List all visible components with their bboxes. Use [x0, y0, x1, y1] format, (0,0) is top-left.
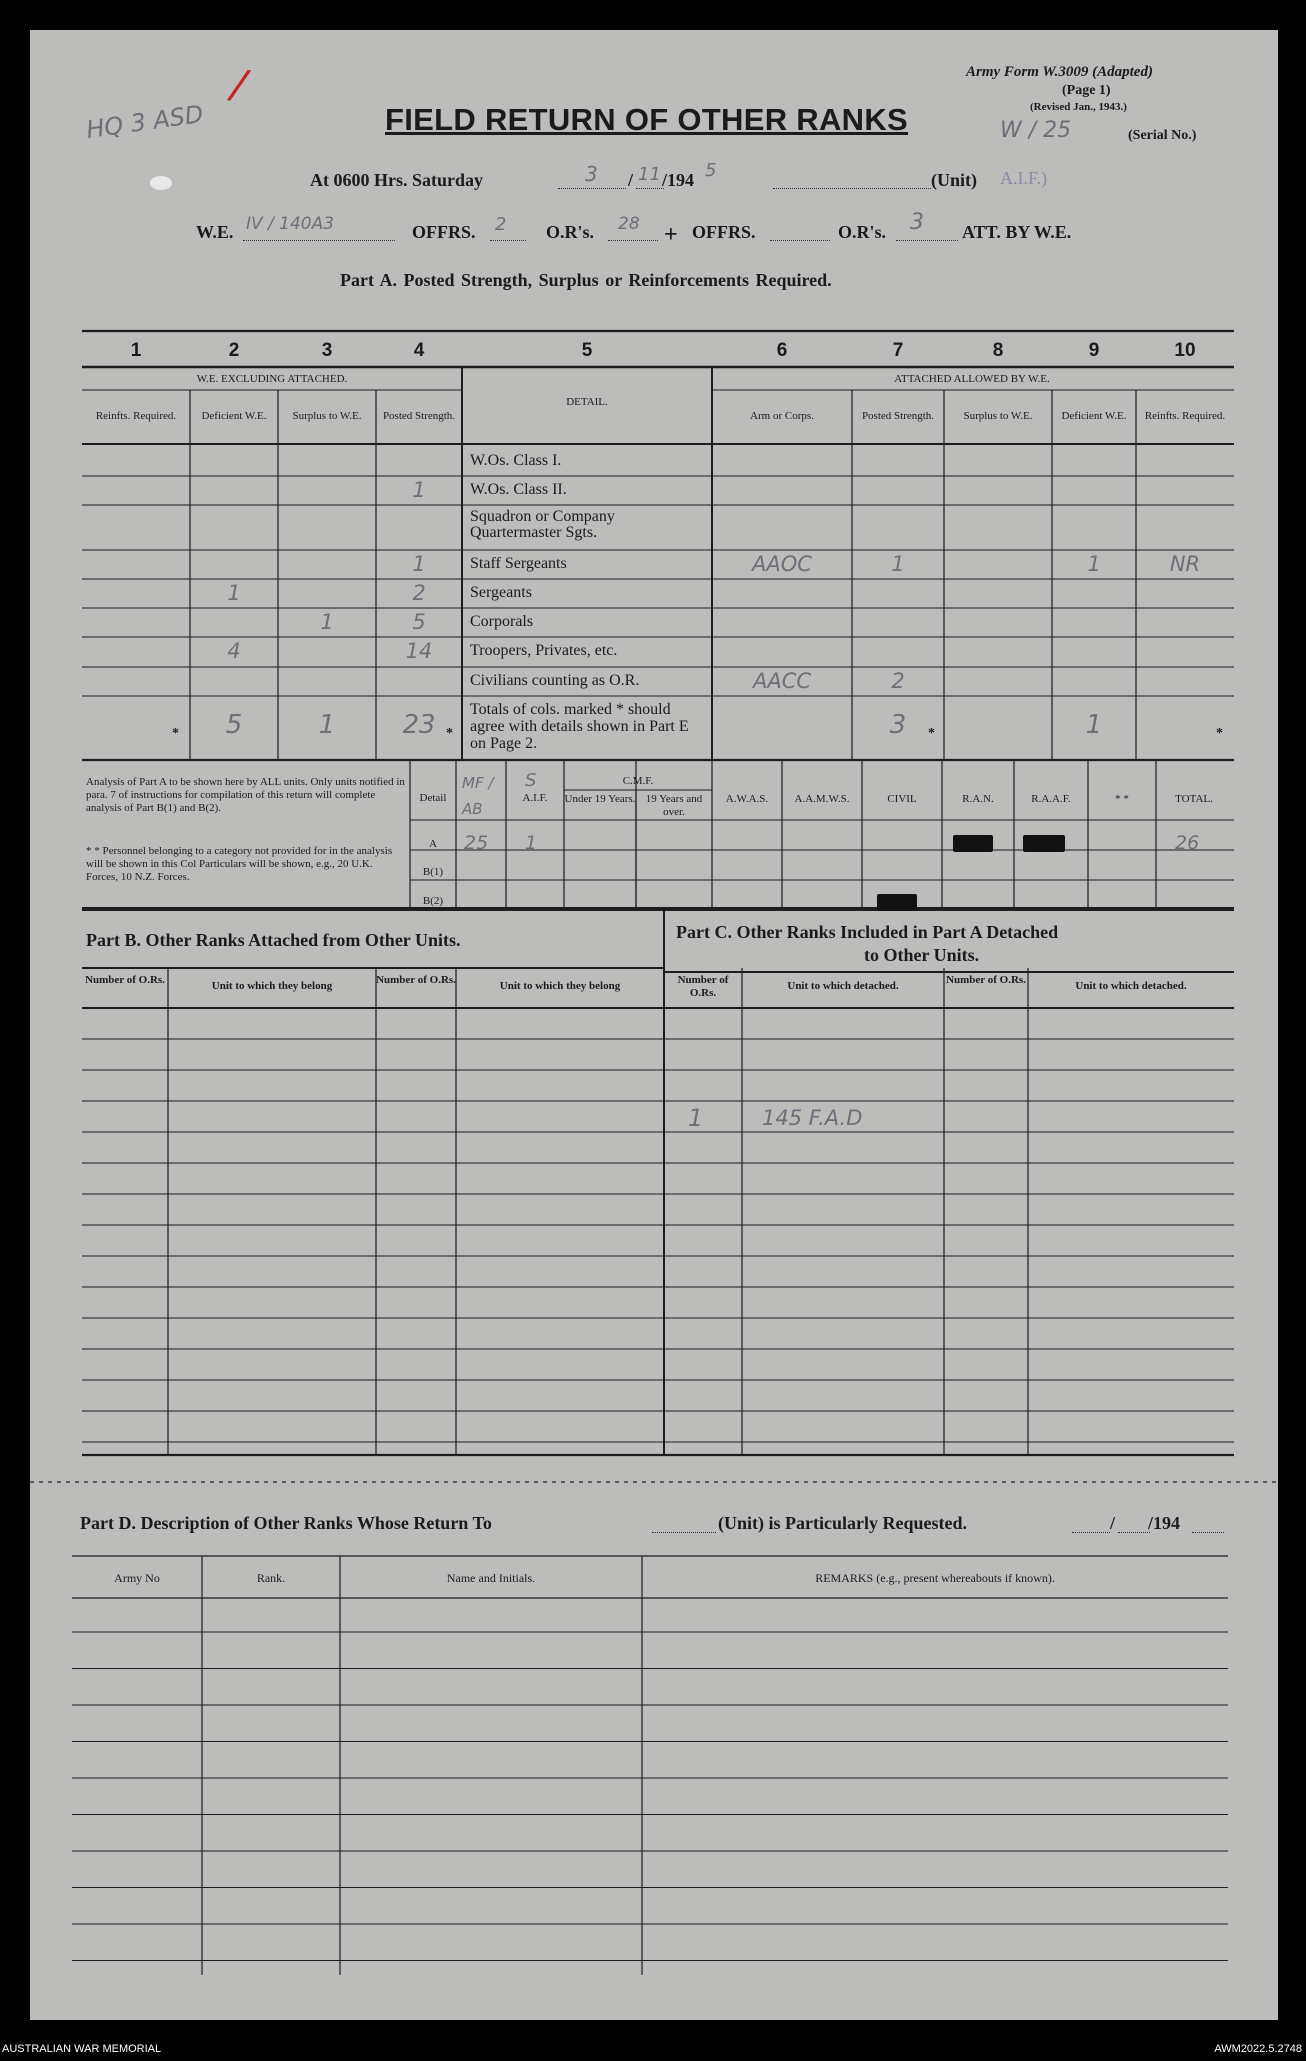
column-number-10: 10	[1174, 340, 1196, 361]
column-number-9: 9	[1088, 340, 1100, 361]
total-asterisk-3: *	[928, 726, 935, 741]
ors2-value: 3	[910, 210, 924, 235]
detail-row-4: Staff Sergeants	[470, 555, 567, 572]
aamws-header: A.A.M.W.S.	[794, 793, 850, 805]
part-a-c4-row-9: 23	[402, 710, 436, 740]
punch-hole	[150, 176, 172, 190]
part-a-c7-row-4: 1	[891, 552, 905, 576]
att-label: ATT. BY W.E.	[962, 222, 1072, 242]
unit-label: (Unit)	[931, 170, 977, 190]
part-b-title: Part B. Other Ranks Attached from Other Units.	[86, 930, 461, 950]
column-number-5: 5	[581, 340, 593, 361]
analysis-detail-header: Detail	[419, 792, 447, 804]
column-number-3: 3	[321, 340, 333, 361]
part-c-entry-number: 1	[688, 1104, 704, 1132]
detail-row-6: Corporals	[470, 613, 534, 630]
bc-header-7: Number of O.Rs.	[946, 974, 1026, 986]
part-a-title: Part A. Posted Strength, Surplus or Reinforcements Required.	[340, 270, 832, 290]
part-a-c4-row-4: 1	[412, 552, 426, 576]
detail-row-2: W.Os. Class II.	[470, 481, 567, 498]
bc-header-8: Unit to which detached.	[1075, 980, 1187, 992]
footer-left: AUSTRALIAN WAR MEMORIAL	[2, 2043, 162, 2055]
analysis-a-aif: 1	[525, 832, 538, 854]
part-c-title-line2: to Other Units.	[864, 945, 980, 965]
column-number-4: 4	[413, 340, 425, 361]
analysis-row-b2: B(2)	[422, 895, 444, 907]
detail-row-9: Totals of cols. marked * should agree with details shown in Part E on Page 2.	[470, 701, 689, 752]
detail-row-1: W.Os. Class I.	[470, 452, 562, 469]
page-number: (Page 1)	[1062, 83, 1111, 98]
column-header-1: Reinfts. Required.	[95, 410, 177, 422]
detail-row-8: Civilians counting as O.R.	[470, 672, 640, 689]
total-asterisk-4: *	[1216, 726, 1223, 741]
date-month: 11	[638, 164, 661, 185]
column-header-5: Arm or Corps.	[750, 410, 814, 422]
redaction-raaf	[1023, 835, 1065, 852]
awas-header: A.W.A.S.	[725, 793, 769, 805]
detail-row-3: Squadron or Company Quartermaster Sgts.	[470, 508, 615, 541]
ors-value: 28	[618, 214, 640, 234]
analysis-row-b1: B(1)	[422, 866, 444, 878]
redaction-civil	[877, 894, 917, 911]
part-a-group-left: W.E. EXCLUDING ATTACHED.	[196, 373, 348, 385]
detail-row-7: Troopers, Privates, etc.	[470, 642, 618, 659]
bc-header-6: Unit to which detached.	[787, 980, 899, 992]
we-label: W.E.	[196, 222, 234, 242]
detail-row-5: Sergeants	[470, 584, 532, 601]
civil-header: CIVIL	[887, 793, 917, 805]
form-title: FIELD RETURN OF OTHER RANKS	[385, 102, 909, 137]
raaf-header: R.A.A.F.	[1031, 793, 1071, 805]
aif-header: A.I.F.	[522, 792, 548, 804]
under19-header: Under 19 Years.	[564, 793, 636, 805]
total-asterisk-1: *	[172, 726, 179, 741]
bc-header-1: Number of O.Rs.	[85, 974, 165, 986]
date-year-digit: 5	[705, 160, 717, 181]
footer-right: AWM2022.5.2748	[1214, 2043, 1302, 2055]
d-header-2: Rank.	[256, 1571, 286, 1585]
part-a-group-right: ATTACHED ALLOWED BY W.E.	[894, 373, 1050, 385]
column-header-8: Deficient W.E.	[1061, 410, 1127, 422]
we-value: IV / 140A3	[246, 214, 335, 234]
army-form-number: Army Form W.3009 (Adapted)	[966, 64, 1153, 80]
column-header-4: Posted Strength.	[382, 410, 456, 422]
detail-header: DETAIL.	[566, 396, 608, 408]
part-a-c4-row-2: 1	[412, 478, 426, 502]
redaction-ran	[953, 835, 993, 852]
analysis-note-2: * * Personnel belonging to a category not provided for in the analysis will be shown in this Col Particulars will be shown, e.g., 20 U.K. Forces, 10 N.Z. Forces.	[86, 845, 393, 883]
unit-stamp: A.I.F.)	[1000, 168, 1048, 188]
serial-handwritten: W / 25	[1000, 118, 1072, 143]
bc-header-3: Number of O.Rs.	[376, 974, 456, 986]
corner-handwritten-note: HQ 3 ASD	[84, 99, 205, 145]
column-header-9: Reinfts. Required.	[1144, 410, 1226, 422]
offrs2-label: OFFRS.	[692, 222, 756, 242]
part-a-c4-row-5: 2	[412, 581, 426, 605]
other-header: * *	[1115, 793, 1129, 805]
column-header-7: Surplus to W.E.	[963, 410, 1033, 422]
part-a-c6-row-4: AAOC	[752, 552, 812, 576]
part-a-c3-row-6: 1	[320, 610, 334, 634]
analysis-handwritten-col: MF / AB	[462, 774, 494, 818]
offrs-value: 2	[495, 214, 507, 235]
bc-header-4: Unit to which they belong	[499, 980, 621, 992]
column-number-6: 6	[776, 340, 788, 361]
column-number-7: 7	[892, 340, 904, 361]
offrs-label: OFFRS.	[412, 222, 476, 242]
d-header-1: Army No	[114, 1571, 160, 1585]
part-d-title: Part D. Description of Other Ranks Whose Return To	[80, 1513, 492, 1533]
analysis-row-a: A	[429, 838, 437, 850]
date-year-prefix: /194	[662, 170, 695, 190]
bc-header-5: Number of O.Rs.	[677, 974, 729, 999]
d-header-4: REMARKS (e.g., present whereabouts if known).	[815, 1571, 1055, 1585]
analysis-a-total: 26	[1175, 832, 1200, 854]
revised-date: (Revised Jan., 1943.)	[1030, 101, 1127, 113]
column-header-2: Deficient W.E.	[201, 410, 267, 422]
ors-label: O.R's.	[546, 222, 595, 242]
part-a-c4-row-7: 14	[405, 639, 433, 663]
date-day: 3	[585, 162, 598, 186]
column-number-2: 2	[228, 340, 240, 361]
at-time-label: At 0600 Hrs. Saturday	[310, 170, 484, 190]
part-a-c2-row-7: 4	[227, 639, 241, 663]
analysis-note-1: Analysis of Part A to be shown here by ALL units. Only units notified in para. 7 of instructions for compilation of this return will complete analysis of Part B(1) and B(2).	[86, 776, 405, 814]
d-header-3: Name and Initials.	[446, 1571, 536, 1585]
column-header-6: Posted Strength.	[861, 410, 935, 422]
part-a-c9-row-4: 1	[1087, 552, 1101, 576]
red-pen-mark: /	[228, 61, 249, 109]
total-header: TOTAL.	[1175, 793, 1213, 805]
part-a-c6-row-8: AACC	[752, 669, 812, 693]
part-c-entry-unit: 145 F.A.D	[762, 1106, 863, 1130]
over19-header: 19 Years and over.	[645, 793, 703, 818]
column-number-1: 1	[130, 340, 142, 361]
serial-label: (Serial No.)	[1128, 128, 1197, 143]
ran-header: R.A.N.	[962, 793, 994, 805]
total-asterisk-2: *	[446, 726, 453, 741]
cmf-header: C.M.F.	[622, 775, 654, 787]
part-a-c3-row-9: 1	[318, 710, 336, 740]
part-a-c10-row-4: NR	[1169, 552, 1201, 576]
column-header-3: Surplus to W.E.	[292, 410, 362, 422]
part-a-c9-row-9: 1	[1085, 710, 1103, 740]
part-a-c2-row-5: 1	[227, 581, 241, 605]
bc-header-2: Unit to which they belong	[211, 980, 333, 992]
part-a-c2-row-9: 5	[225, 710, 243, 740]
ors2-label: O.R's.	[838, 222, 887, 242]
part-c-title: Part C. Other Ranks Included in Part A Detached	[676, 922, 1059, 942]
analysis-a-value: 25	[464, 832, 489, 854]
part-a-c7-row-8: 2	[891, 669, 905, 693]
part-a-c7-row-9: 3	[889, 710, 907, 740]
part-a-c4-row-6: 5	[412, 610, 426, 634]
column-number-8: 8	[992, 340, 1004, 361]
